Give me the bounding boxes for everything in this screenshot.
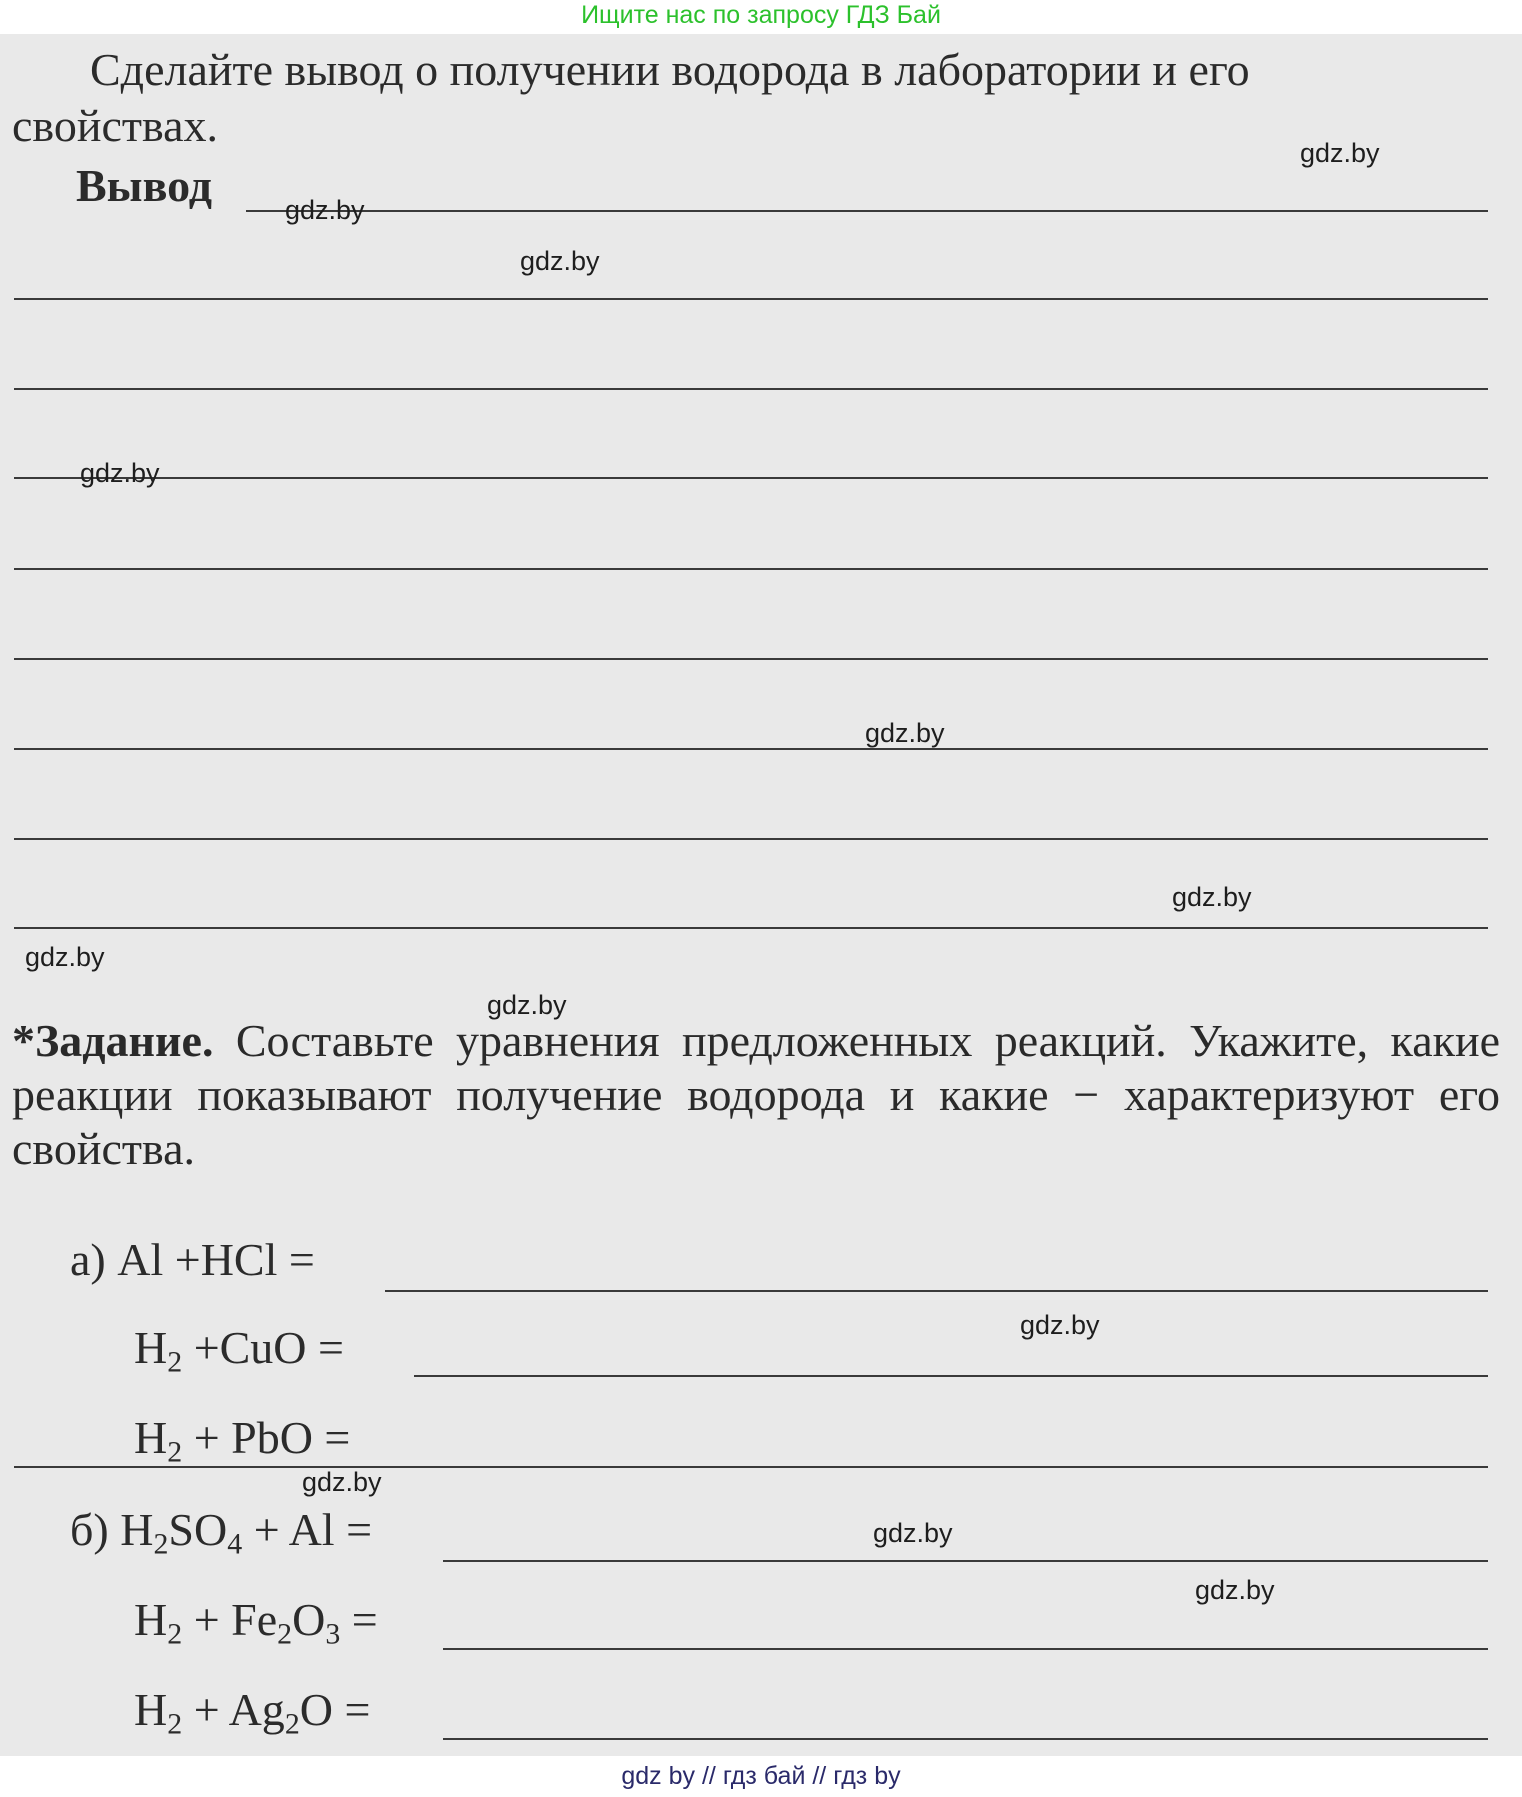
answer-line[interactable] — [443, 1648, 1488, 1650]
equation-b1 — [70, 1502, 372, 1572]
equation-lhs: = — [340, 1594, 378, 1645]
equation-b3 — [134, 1682, 370, 1752]
answer-line[interactable] — [443, 1738, 1488, 1740]
equation-lhs: H — [134, 1684, 168, 1735]
equation-a2 — [134, 1320, 344, 1390]
equation-lhs: SO — [168, 1504, 228, 1555]
top-banner: Ищите нас по запросу ГДЗ Бай — [581, 1, 941, 29]
subscript: 2 — [167, 1435, 183, 1469]
equation-lhs: + Ag — [182, 1684, 285, 1735]
subscript: 2 — [167, 1345, 183, 1379]
equation-lhs: H — [120, 1504, 154, 1555]
subscript: 2 — [167, 1707, 183, 1741]
item-prefix: б) — [70, 1504, 121, 1555]
conclusion-label: Вывод — [76, 160, 213, 211]
intro-line-2: свойствах. — [12, 100, 218, 151]
watermark: gdz.by — [865, 718, 945, 748]
watermark: gdz.by — [487, 990, 567, 1020]
equation-lhs: O — [292, 1594, 326, 1645]
answer-line[interactable] — [414, 1375, 1488, 1377]
answer-line[interactable] — [14, 1466, 1488, 1468]
answer-line[interactable] — [14, 298, 1488, 300]
watermark: gdz.by — [520, 246, 600, 276]
answer-line[interactable] — [14, 568, 1488, 570]
watermark: gdz.by — [1300, 138, 1380, 168]
watermark: gdz.by — [80, 458, 160, 488]
subscript: 2 — [153, 1527, 169, 1561]
equation-b2 — [134, 1592, 378, 1662]
equation-a1 — [70, 1232, 315, 1288]
bottom-banner: gdz by // гдз бай // гдз by — [621, 1762, 901, 1790]
equation-lhs: +CuO = — [182, 1322, 344, 1373]
equation-lhs: + Al = — [242, 1504, 373, 1555]
answer-line[interactable] — [443, 1560, 1488, 1562]
workbook-page — [0, 34, 1522, 1756]
watermark: gdz.by — [302, 1467, 382, 1497]
watermark: gdz.by — [1195, 1575, 1275, 1605]
answer-line[interactable] — [14, 838, 1488, 840]
subscript: 2 — [284, 1707, 300, 1741]
subscript: 3 — [325, 1617, 341, 1651]
answer-line[interactable] — [14, 748, 1488, 750]
subscript: 4 — [227, 1527, 243, 1561]
answer-line[interactable] — [14, 927, 1488, 929]
answer-line[interactable] — [14, 658, 1488, 660]
answer-line[interactable] — [14, 388, 1488, 390]
equation-lhs: H — [134, 1412, 168, 1463]
task-label: *Задание. — [12, 1015, 214, 1066]
watermark: gdz.by — [873, 1518, 953, 1548]
equation-lhs: + PbO = — [182, 1412, 351, 1463]
equation-lhs: Al +HCl = — [117, 1234, 315, 1285]
intro-line-1: Сделайте вывод о получении водорода в лаборатории и его — [90, 44, 1250, 95]
answer-line[interactable] — [14, 477, 1488, 479]
task-paragraph — [12, 1014, 1500, 1176]
equation-lhs: + Fe — [182, 1594, 278, 1645]
equation-lhs: H — [134, 1594, 168, 1645]
subscript: 2 — [167, 1617, 183, 1651]
watermark: gdz.by — [25, 942, 105, 972]
watermark: gdz.by — [285, 195, 365, 225]
answer-line[interactable] — [246, 210, 1488, 212]
equation-lhs: O = — [299, 1684, 371, 1735]
watermark: gdz.by — [1020, 1310, 1100, 1340]
task-text: Составьте уравнения предложенных реакций. Укажите, какие реакции показывают получение водорода и какие − характеризуют его свойства. — [12, 1015, 1500, 1174]
watermark: gdz.by — [1172, 882, 1252, 912]
answer-line[interactable] — [385, 1290, 1488, 1292]
subscript: 2 — [277, 1617, 293, 1651]
equation-lhs: H — [134, 1322, 168, 1373]
item-prefix: а) — [70, 1234, 118, 1285]
